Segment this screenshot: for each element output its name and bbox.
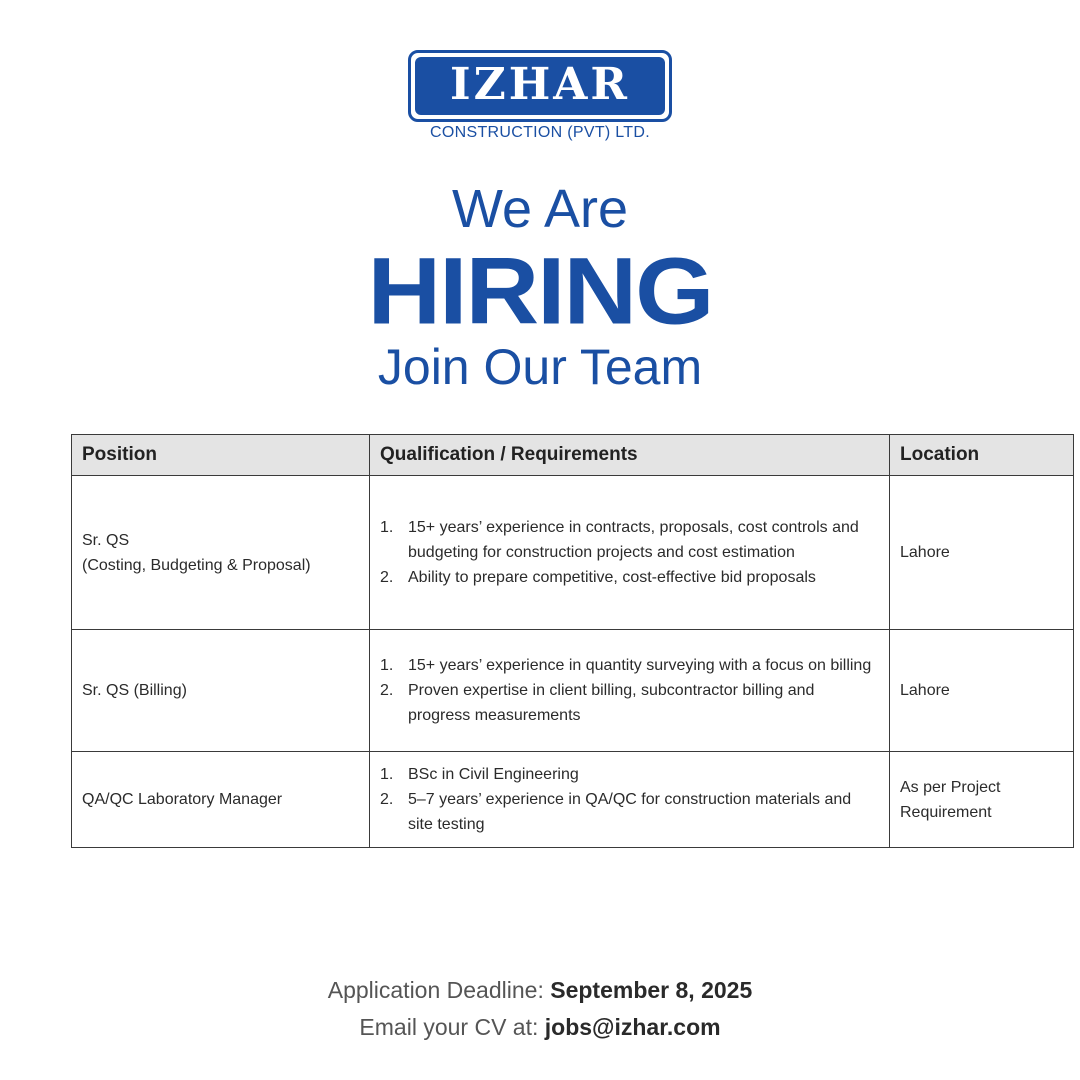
requirements-list xyxy=(380,653,879,728)
requirement-item xyxy=(380,653,879,678)
requirement-item xyxy=(380,515,879,565)
requirement-number: 2. xyxy=(380,682,394,699)
table-header-row xyxy=(72,435,1074,476)
requirements-list xyxy=(380,762,879,837)
header-qualification: Qualification / Requirements xyxy=(370,435,890,476)
table-row xyxy=(72,476,1074,630)
email-label: Email your CV at: xyxy=(359,1014,539,1040)
requirement-number: 2. xyxy=(380,791,394,808)
heading-hiring: HIRING xyxy=(367,237,713,345)
requirement-number: 2. xyxy=(380,569,394,586)
logo-wordmark: IZHAR xyxy=(450,59,630,110)
requirement-text: 15+ years’ experience in quantity surveying with a focus on billing xyxy=(408,657,872,674)
location-cell: Lahore xyxy=(890,630,1074,752)
requirement-number: 1. xyxy=(380,657,394,674)
position-detail: (Costing, Budgeting & Proposal) xyxy=(82,556,311,574)
requirements-cell xyxy=(370,630,890,752)
position-title: QA/QC Laboratory Manager xyxy=(82,791,283,808)
position-cell xyxy=(72,752,370,848)
position-cell xyxy=(72,476,370,630)
deadline-date: September 8, 2025 xyxy=(550,977,753,1003)
table-row xyxy=(72,752,1074,848)
requirement-item xyxy=(380,762,879,787)
requirement-item xyxy=(380,787,879,837)
requirement-number: 1. xyxy=(380,519,394,536)
requirement-text: Proven expertise in client billing, subcontractor billing and progress measurements xyxy=(408,682,815,724)
requirements-cell xyxy=(370,476,890,630)
requirement-text: 15+ years’ experience in contracts, proposals, cost controls and budgeting for construction projects and cost estimation xyxy=(408,519,859,561)
company-logo xyxy=(408,50,672,122)
requirement-text: Ability to prepare competitive, cost-effective bid proposals xyxy=(408,569,816,586)
requirement-item xyxy=(380,678,879,728)
heading-join-team: Join Our Team xyxy=(377,339,703,395)
requirement-item xyxy=(380,565,879,590)
requirements-cell xyxy=(370,752,890,848)
header-position: Position xyxy=(72,435,370,476)
table-row xyxy=(72,630,1074,752)
location-cell: As per Project Requirement xyxy=(890,752,1074,848)
email-cv-line xyxy=(0,1014,1080,1041)
heading-we-are: We Are xyxy=(451,179,629,239)
position-cell xyxy=(72,630,370,752)
positions-table xyxy=(71,434,1074,848)
email-address: jobs@izhar.com xyxy=(544,1014,721,1040)
logo-subtitle: CONSTRUCTION (PVT) LTD. xyxy=(430,124,650,141)
requirements-list xyxy=(380,515,879,590)
location-cell: Lahore xyxy=(890,476,1074,630)
position-title: Sr. QS xyxy=(82,531,130,549)
application-deadline xyxy=(0,977,1080,1004)
position-title: Sr. QS (Billing) xyxy=(82,682,187,699)
header-location: Location xyxy=(890,435,1074,476)
requirement-number: 1. xyxy=(380,766,394,783)
requirement-text: BSc in Civil Engineering xyxy=(408,766,579,783)
deadline-label: Application Deadline: xyxy=(327,977,544,1003)
requirement-text: 5–7 years’ experience in QA/QC for construction materials and site testing xyxy=(408,791,852,833)
logo-badge xyxy=(415,57,665,115)
